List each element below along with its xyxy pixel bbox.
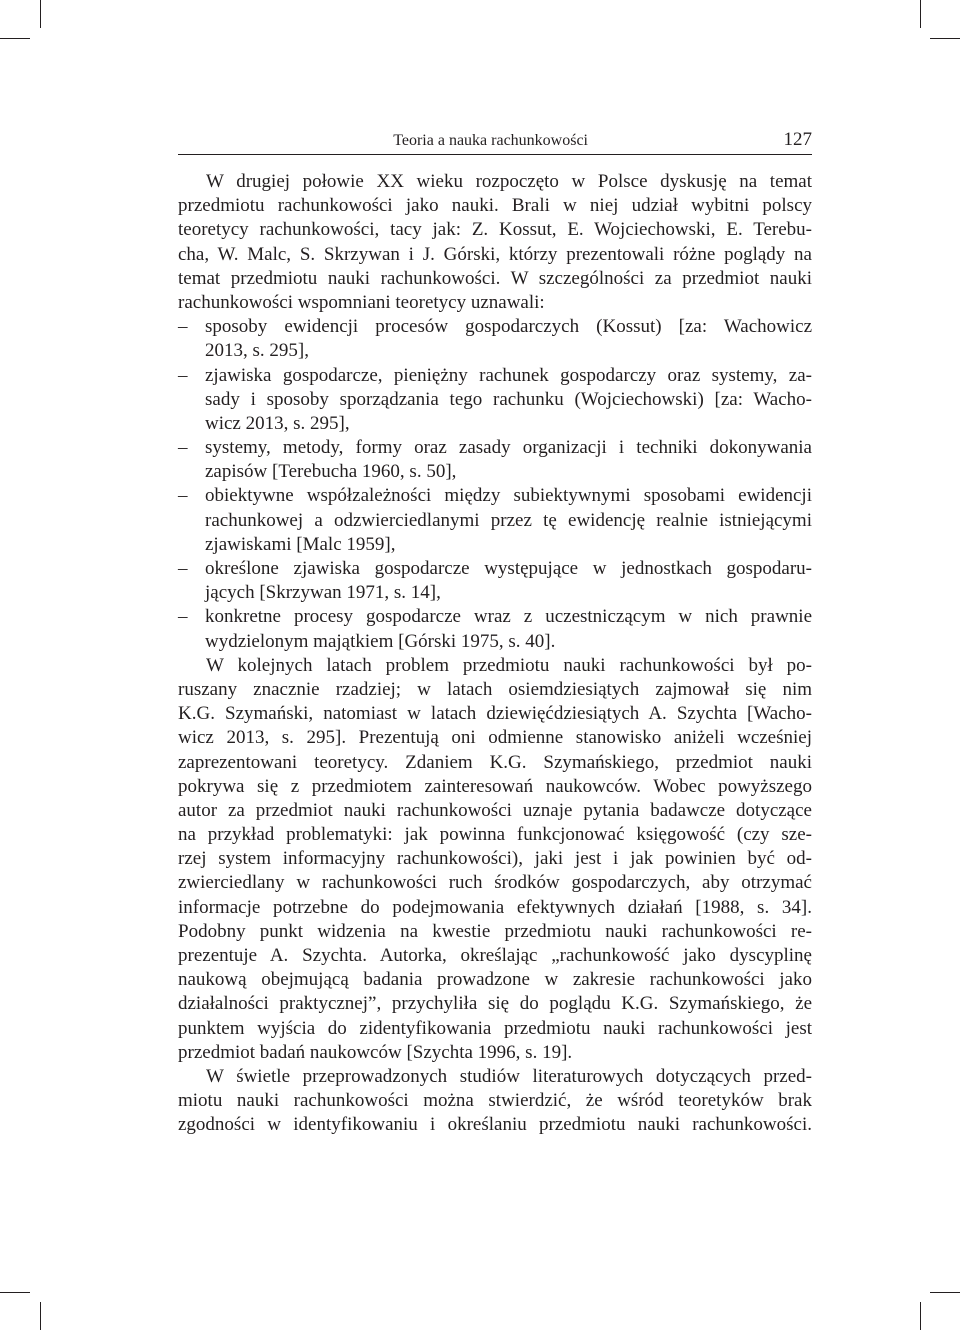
text-line: W kolejnych latach problem przedmiotu nauki rachunkowości był po- (206, 654, 812, 676)
page-number: 127 (783, 129, 812, 150)
text-line: 2013, s. 295], (205, 340, 309, 362)
crop-mark-bottom-left-h (0, 1292, 30, 1293)
text-line: na przykład problematyki: jak powinna funkcjonować księgowość (czy sze- (178, 824, 812, 846)
crop-mark-top-left (40, 0, 41, 28)
crop-mark-top-left-h (0, 38, 30, 39)
text-line: miotu nauki rachunkowości można stwierdzić, że wśród teoretyków brak (178, 1090, 812, 1112)
text-line: zjawiskami [Malc 1959], (205, 533, 396, 555)
crop-mark-bottom-right-h (930, 1292, 960, 1293)
dash-bullet: – (178, 316, 188, 338)
text-line: systemy, metody, formy oraz zasady organizacji i techniki dokonywania (205, 437, 812, 459)
text-line: prezentuje A. Szychta. Autorka, określając „rachunkowość jako dyscyplinę (178, 945, 812, 966)
text-line: działalności praktycznej”, przychyliła się do poglądu K.G. Szymańskiego, że (178, 993, 812, 1015)
text-line: temat przedmiotu nauki rachunkowości. W szczególności za przedmiot nauki (178, 267, 812, 289)
crop-mark-top-right-h (930, 38, 960, 39)
paragraph-3 (178, 1065, 812, 1138)
text-line: zjawiska gospodarcze, pieniężny rachunek gospodarczy oraz systemy, za- (205, 364, 812, 386)
running-title: Teoria a nauka rachunkowości (393, 132, 588, 149)
crop-mark-top-right (920, 0, 921, 28)
text-line: sposoby ewidencji procesów gospodarczych (Kossut) [za: Wachowicz (205, 316, 812, 338)
text-line: Podobny punkt widzenia na kwestie przedmiotu nauki rachunkowości re- (178, 920, 812, 942)
text-line: określone zjawiska gospodarcze występujące w jednostkach gospodaru- (205, 558, 812, 579)
dash-bullet: – (178, 437, 188, 459)
text-line: W świetle przeprowadzonych studiów literaturowych dotyczących przed- (206, 1065, 812, 1087)
list-item (178, 605, 812, 653)
list-item (178, 557, 812, 605)
text-line: punktem wyjścia do zidentyfikowania przedmiotu nauki rachunkowości jest (178, 1017, 812, 1039)
paragraph-2 (178, 654, 812, 1065)
dash-bullet: – (178, 364, 188, 386)
text-line: pokrywa się z przedmiotem zainteresowań naukowców. Wobec powyższego (178, 775, 812, 797)
text-line: rachunkowej a odzwierciedlanymi przez tę ewidencję realnie istniejącymi (205, 509, 812, 531)
text-line: informacje potrzebne do podejmowania efektywnych działań [1988, s. 34]. (178, 896, 812, 918)
text-line: autor za przedmiot nauki rachunkowości uznaje pytania badawcze dotyczące (178, 799, 812, 821)
dash-bullet: – (178, 558, 188, 579)
text-line: zwierciedlany w rachunkowości ruch środków gospodarczych, aby otrzymać (178, 872, 812, 894)
dash-bullet: – (178, 606, 188, 628)
text-line: naukową obejmującą badania prowadzone w zakresie rachunkowości jako (178, 969, 812, 991)
list-item (178, 484, 812, 557)
crop-mark-bottom-right (920, 1302, 921, 1330)
list-item (178, 315, 812, 363)
text-line: jących [Skrzywan 1971, s. 14], (205, 582, 441, 604)
text-line: W drugiej połowie XX wieku rozpoczęto w Polsce dyskusję na temat (206, 171, 812, 192)
text-line: zaprezentowani teoretycy. Zdaniem K.G. Szymańskiego, przedmiot nauki (178, 751, 812, 773)
crop-mark-bottom-left (40, 1302, 41, 1330)
page-body (178, 170, 812, 1138)
running-header (178, 124, 812, 155)
text-line: zgodności w identyfikowaniu i określaniu przedmiotu nauki rachunkowości. (178, 1114, 812, 1136)
bullet-list (178, 315, 812, 654)
list-item (178, 364, 812, 437)
text-line: wicz 2013, s. 295], (205, 412, 350, 434)
text-line: przedmiot badań naukowców [Szychta 1996, s. 19]. (178, 1041, 573, 1063)
text-line: sady i sposoby sporządzania tego rachunku (Wojciechowski) [za: Wacho- (205, 388, 812, 410)
dash-bullet: – (178, 485, 188, 507)
text-line: wydzielonym majątkiem [Górski 1975, s. 40]. (205, 630, 556, 652)
text-line: K.G. Szymański, natomiast w latach dziewięćdziesiątych A. Szychta [Wacho- (178, 703, 812, 725)
list-item (178, 436, 812, 484)
text-line: ruszany znacznie rzadziej; w latach osiemdziesiątych zajmował się nim (178, 678, 812, 700)
text-line: rachunkowości wspomniani teoretycy uznawali: (178, 291, 545, 313)
text-line: cha, W. Malc, S. Skrzywan i J. Górski, którzy prezentowali różne poglądy na (178, 243, 812, 265)
text-line: przedmiotu rachunkowości jako nauki. Brali w niej udział wybitni polscy (178, 195, 812, 217)
paragraph-1 (178, 170, 812, 315)
text-line: zapisów [Terebucha 1960, s. 50], (205, 461, 457, 483)
text-line: rzej system informacyjny rachunkowości), jaki jest i jak powinien być od- (178, 848, 812, 870)
text-line: konkretne procesy gospodarcze wraz z uczestniczącym w nich prawnie (205, 606, 812, 628)
text-line: wicz 2013, s. 295]. Prezentują oni odmienne stanowisko aniżeli wcześniej (178, 727, 812, 749)
text-line: obiektywne współzależności między subiektywnymi sposobami ewidencji (205, 485, 812, 507)
text-line: teoretycy rachunkowości, tacy jak: Z. Kossut, E. Wojciechowski, E. Terebu- (178, 219, 812, 241)
